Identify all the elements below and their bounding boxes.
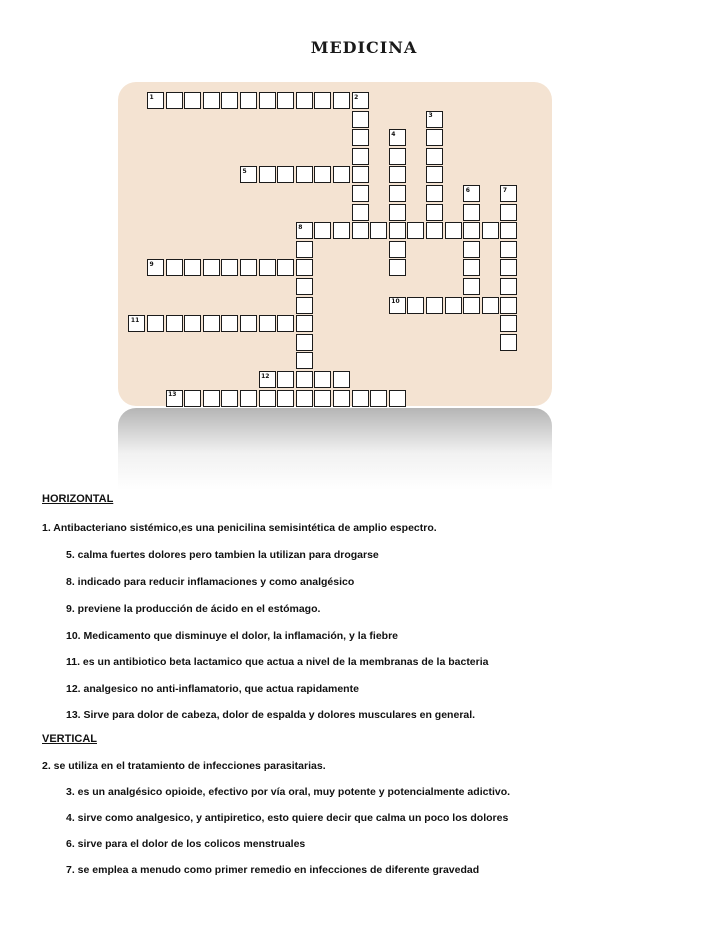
crossword-cell[interactable] [463,259,480,276]
crossword-cell[interactable] [500,297,517,314]
horizontal-clue: 10. Medicamento que disminuye el dolor, la inflamación, y la fiebre [66,630,399,642]
crossword-cell[interactable] [296,166,313,183]
crossword-cell[interactable] [296,92,313,109]
crossword-cell[interactable] [389,148,406,165]
crossword-cell[interactable] [333,92,350,109]
vertical-clue: 7. se emplea a menudo como primer remedio en infecciones de diferente gravedad [66,864,480,876]
crossword-cell[interactable] [389,222,406,239]
crossword-cell[interactable] [389,166,406,183]
crossword-cell[interactable] [352,185,369,202]
crossword-cell[interactable] [259,259,276,276]
crossword-cell[interactable] [240,315,257,332]
horizontal-clue: 13. Sirve para dolor de cabeza, dolor de espalda y dolores musculares en general. [66,709,476,721]
crossword-cell[interactable] [314,222,331,239]
horizontal-clue: 1. Antibacteriano sistémico,es una penicilina semisintética de amplio espectro. [42,522,437,534]
clue-number: 12 [261,372,270,380]
clue-number: 6 [465,186,470,194]
crossword-cell[interactable] [296,334,313,351]
crossword-cell[interactable] [296,315,313,332]
crossword-cell[interactable] [296,352,313,369]
vertical-clue: 4. sirve como analgesico, y antipiretico, esto quiere decir que calma un poco los dolores [66,812,509,824]
crossword-cell[interactable] [500,334,517,351]
crossword-cell[interactable] [352,390,369,407]
crossword-cell[interactable] [389,241,406,258]
crossword-cell[interactable] [482,297,499,314]
horizontal-clue: 12. analgesico no anti-inflamatorio, que actua rapidamente [66,683,359,695]
crossword-cell[interactable] [463,222,480,239]
crossword-cell[interactable] [389,185,406,202]
clue-number: 1 [149,93,154,101]
crossword-cell[interactable] [184,390,201,407]
crossword-cell[interactable] [500,278,517,295]
horizontal-clue: 9. previene la producción de ácido en el estómago. [66,603,321,615]
crossword-cell[interactable] [203,92,220,109]
crossword-cell[interactable] [296,371,313,388]
crossword-cell[interactable] [259,315,276,332]
crossword-cell[interactable] [333,166,350,183]
clue-number: 8 [298,223,303,231]
crossword-cell[interactable] [221,92,238,109]
crossword-cell[interactable] [277,166,294,183]
crossword-cell[interactable] [184,259,201,276]
crossword-cell[interactable] [463,241,480,258]
crossword-cell[interactable] [314,371,331,388]
horizontal-clue: 8. indicado para reducir inflamaciones y como analgésico [66,576,355,588]
crossword-cell[interactable] [426,204,443,221]
horizontal-clue: 5. calma fuertes dolores pero tambien la utilizan para drogarse [66,549,379,561]
crossword-cell[interactable] [352,166,369,183]
crossword-cell[interactable] [277,371,294,388]
crossword-cell[interactable] [352,148,369,165]
crossword-cell[interactable] [296,278,313,295]
crossword-cell[interactable] [352,222,369,239]
clue-number: 2 [354,93,359,101]
crossword-cell[interactable] [333,222,350,239]
crossword-cell[interactable] [352,111,369,128]
crossword-cell[interactable] [166,315,183,332]
vertical-heading: VERTICAL [42,733,97,745]
page-title: MEDICINA [310,38,418,57]
crossword-cell[interactable] [333,371,350,388]
crossword-cell[interactable] [221,315,238,332]
crossword-cell[interactable] [426,148,443,165]
horizontal-clue: 11. es un antibiotico beta lactamico que actua a nivel de la membranas de la bacteria [66,656,489,668]
crossword-cell[interactable] [426,129,443,146]
crossword-cell[interactable] [333,390,350,407]
clue-number: 11 [130,316,140,324]
crossword-cell[interactable] [166,259,183,276]
vertical-clue: 6. sirve para el dolor de los colicos menstruales [66,838,306,850]
crossword-cell[interactable] [277,259,294,276]
crossword-cell[interactable] [426,185,443,202]
crossword-cell[interactable] [184,315,201,332]
crossword-cell[interactable] [463,278,480,295]
crossword-cell[interactable] [166,92,183,109]
crossword-cell[interactable] [389,259,406,276]
crossword-cell[interactable] [203,259,220,276]
horizontal-heading: HORIZONTAL [42,493,114,505]
crossword-cell[interactable] [259,390,276,407]
crossword-cell[interactable] [370,390,387,407]
crossword-cell[interactable] [296,241,313,258]
crossword-cell[interactable] [389,204,406,221]
crossword-cell[interactable] [426,222,443,239]
crossword-cell[interactable] [240,390,257,407]
crossword-cell[interactable] [463,204,480,221]
crossword-cell[interactable] [407,222,424,239]
vertical-clue: 3. es un analgésico opioide, efectivo por vía oral, muy potente y potencialmente adictivo. [66,786,511,798]
clue-number: 10 [391,298,400,306]
crossword-cell[interactable] [296,297,313,314]
crossword-cell[interactable] [426,297,443,314]
clue-number: 5 [242,167,247,175]
crossword-cell[interactable] [296,390,313,407]
crossword-cell[interactable] [407,297,424,314]
clue-number: 7 [502,186,508,194]
crossword-cell[interactable] [221,259,238,276]
crossword-cell[interactable] [370,222,387,239]
crossword-cell[interactable] [240,259,257,276]
crossword-cell[interactable] [389,390,406,407]
crossword-cell[interactable] [500,315,517,332]
crossword-cell[interactable] [352,204,369,221]
crossword-cell[interactable] [352,129,369,146]
crossword-cell[interactable] [445,222,462,239]
crossword-cell[interactable] [482,222,499,239]
crossword-cell[interactable] [221,390,238,407]
clue-number: 3 [428,112,433,120]
clue-number: 4 [391,130,396,138]
crossword-cell[interactable] [259,166,276,183]
crossword-cell[interactable] [277,92,294,109]
crossword-cell[interactable] [240,92,257,109]
vertical-clue: 2. se utiliza en el tratamiento de infecciones parasitarias. [42,760,326,772]
crossword-cell[interactable] [277,315,294,332]
crossword-cell[interactable] [314,390,331,407]
clue-number: 9 [149,260,154,268]
crossword-cell[interactable] [184,92,201,109]
crossword-cell[interactable] [314,166,331,183]
crossword-cell[interactable] [296,259,313,276]
clue-number: 13 [168,391,177,399]
crossword-cell[interactable] [277,390,294,407]
crossword-cell[interactable] [314,92,331,109]
crossword-cell[interactable] [203,390,220,407]
crossword-cell[interactable] [203,315,220,332]
crossword-cell[interactable] [147,315,164,332]
crossword-cell[interactable] [500,241,517,258]
crossword-cell[interactable] [426,166,443,183]
crossword-cell[interactable] [500,222,517,239]
crossword-cell[interactable] [445,297,462,314]
crossword-cell[interactable] [259,92,276,109]
crossword-cell[interactable] [463,297,480,314]
crossword-cell[interactable] [500,204,517,221]
crossword-cell[interactable] [500,259,517,276]
